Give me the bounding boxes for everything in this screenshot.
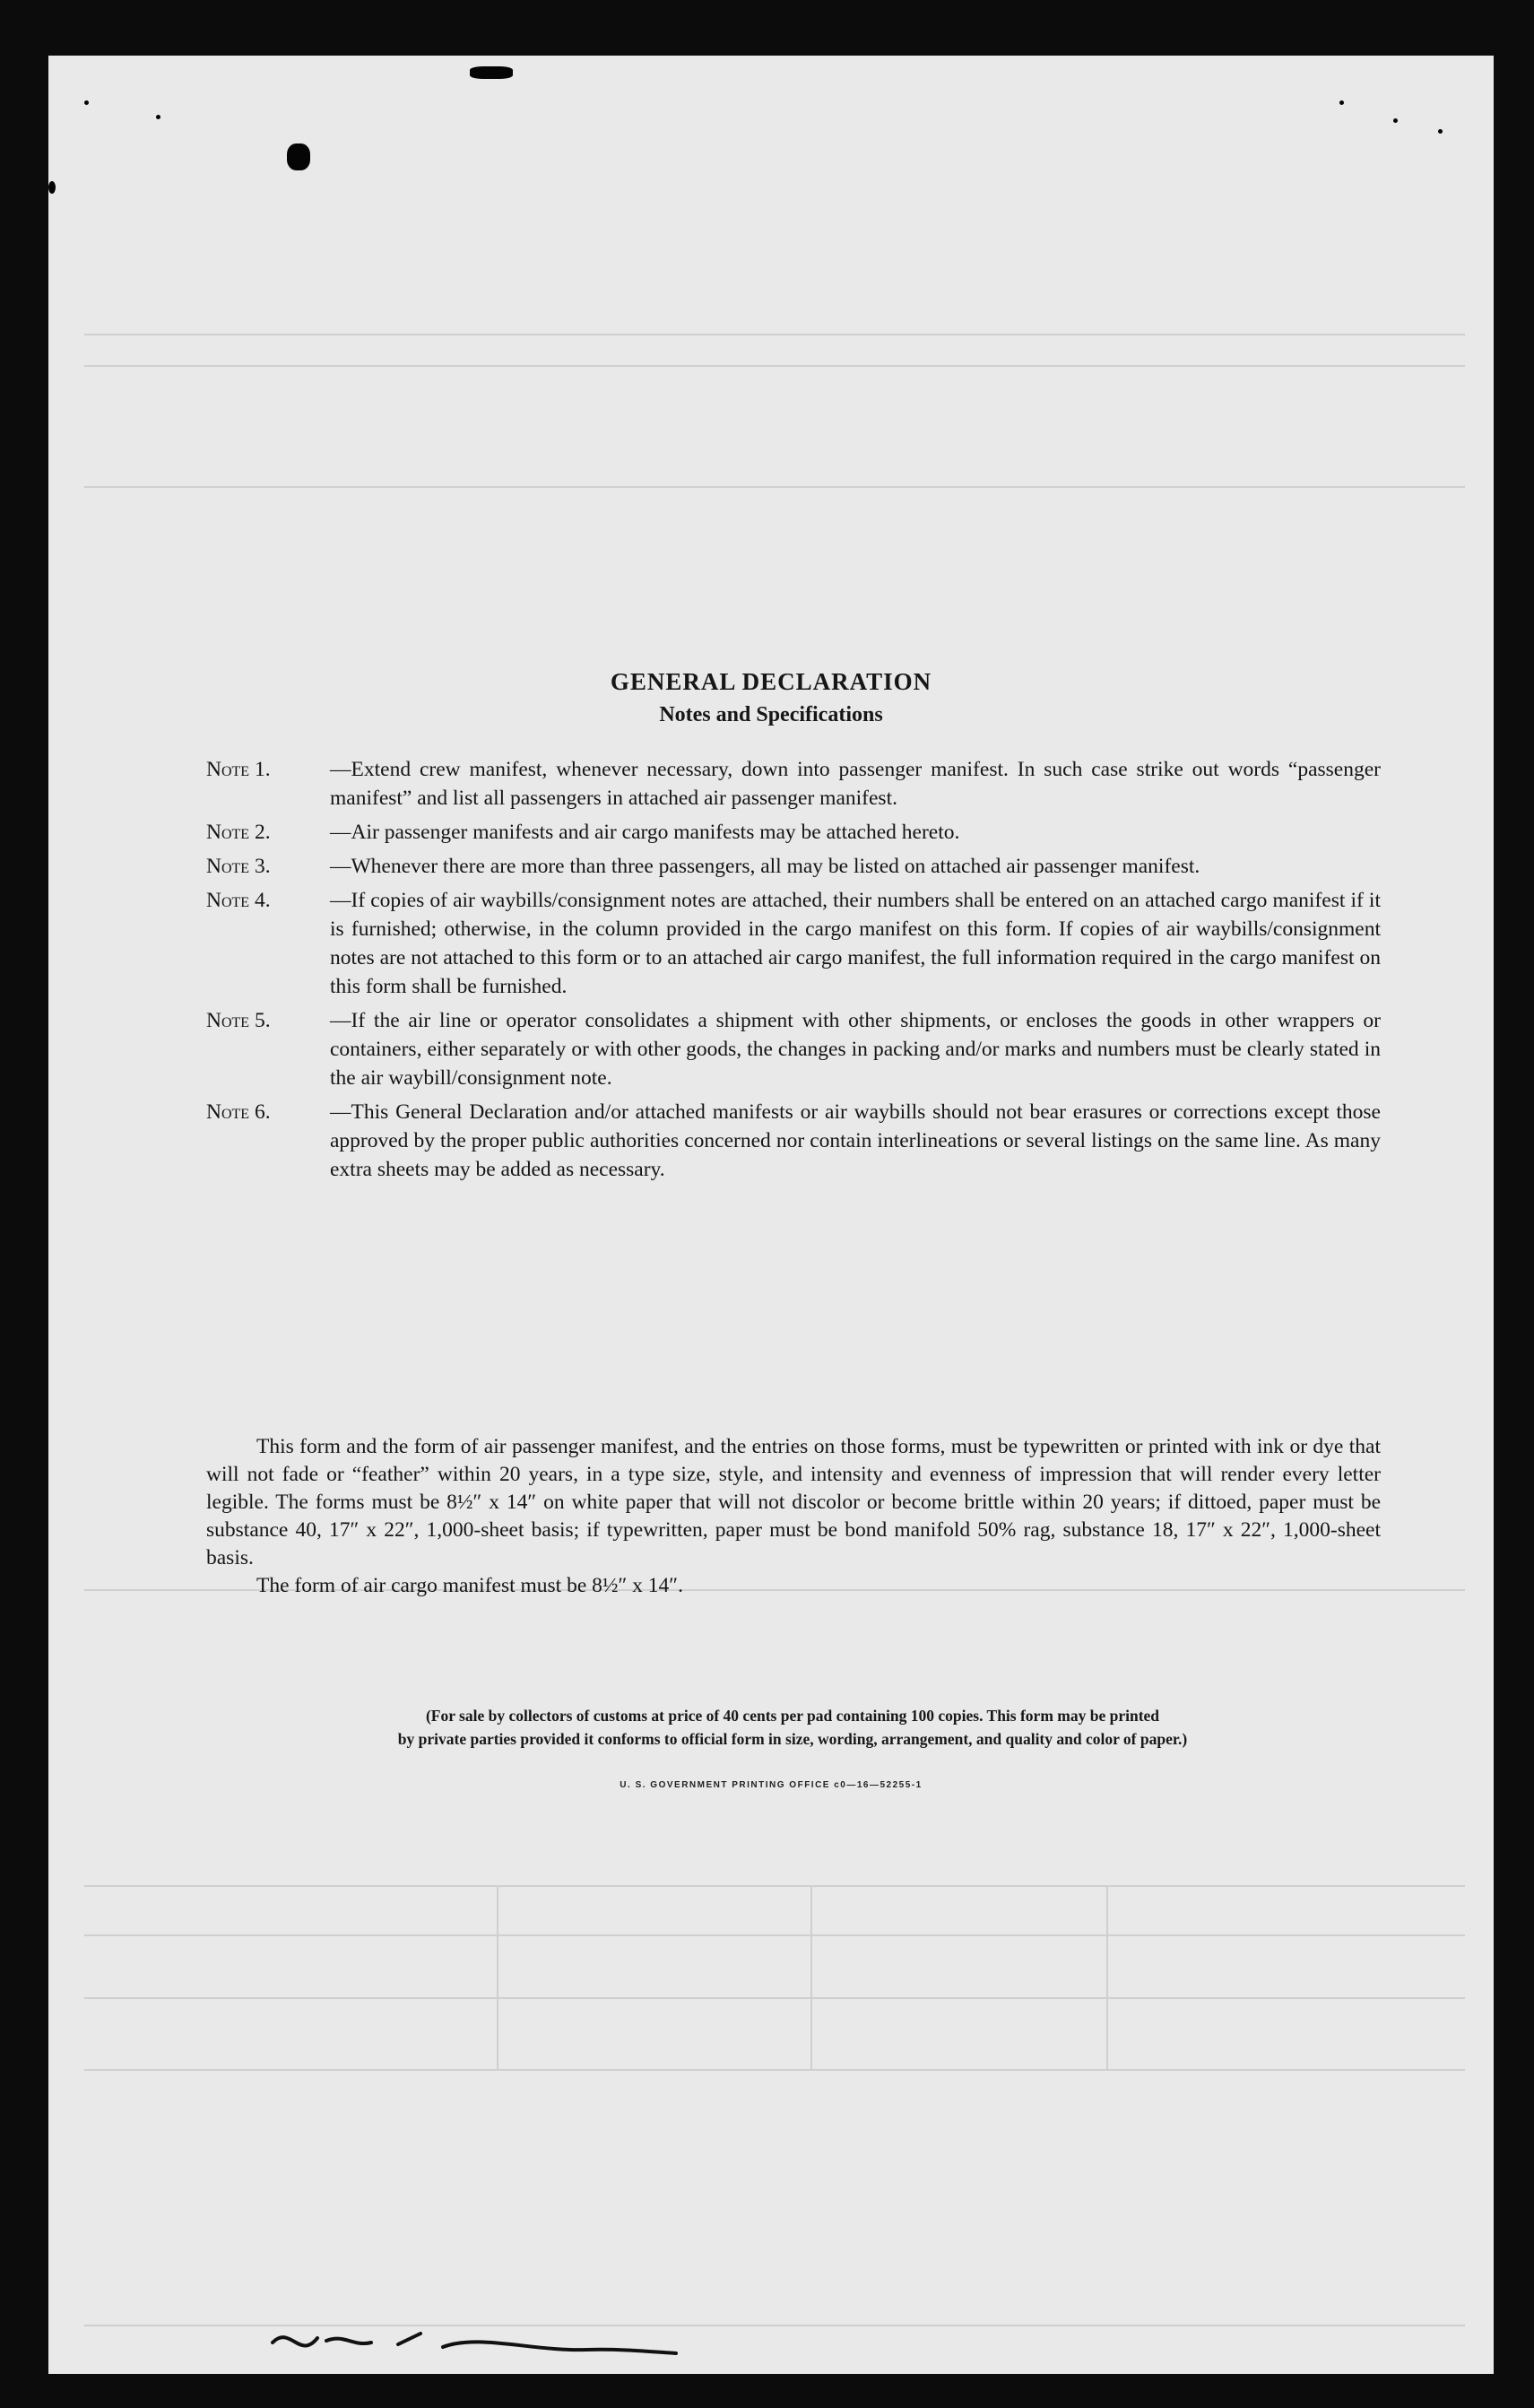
note-text: —If copies of air waybills/consignment notes are attached, their numbers shall be entered on an attached cargo manifest if it is furnished; otherwise, in the column provided in the cargo manifest on this form. If copies of air waybills/consignment notes are not attached to this form or to an attached air cargo manifest, the full information required in the cargo manifest on this form shall be furnished.	[330, 889, 1381, 998]
page-subtitle: Notes and Specifications	[659, 703, 883, 726]
note-item	[206, 852, 1381, 881]
note-text: —This General Declaration and/or attached manifests or air waybills should not bear erasures or corrections except those approved by the proper public authorities concerned nor contain interlineations or several listings on the same line. As many extra sheets may be added as necessary.	[330, 1100, 1381, 1181]
note-text: —If the air line or operator consolidates a shipment with other shipments, or encloses the goods in other wrappers or containers, either separately or with other goods, the changes in packing and/or marks and numbers must be clearly stated in the air waybill/consignment note.	[330, 1009, 1381, 1090]
note-label: Note 4.	[206, 889, 271, 912]
note-item	[206, 1098, 1381, 1184]
sale-notice	[165, 1704, 1420, 1751]
note-text: —Extend crew manifest, whenever necessary, down into passenger manifest. In such case strike out words “passenger manifest” and list all passengers in attached air passenger manifest.	[330, 758, 1381, 810]
page-title: GENERAL DECLARATION	[610, 668, 932, 695]
ghost-rule	[84, 1997, 1465, 1999]
ghost-rule	[84, 334, 1465, 335]
speck-mark	[48, 181, 56, 194]
note-item	[206, 755, 1381, 813]
ghost-rule	[1106, 1885, 1108, 2069]
note-label: Note 1.	[206, 758, 271, 781]
speck-mark	[1438, 129, 1443, 134]
note-text: —Air passenger manifests and air cargo manifests may be attached hereto.	[330, 821, 960, 844]
speck-mark	[84, 100, 89, 105]
ghost-rule	[497, 1885, 498, 2069]
note-item	[206, 1006, 1381, 1092]
speck-mark	[287, 143, 310, 170]
note-item	[206, 818, 1381, 847]
ghost-rule	[810, 1885, 812, 2069]
speck-mark	[1339, 100, 1344, 105]
speck-mark	[1393, 118, 1398, 123]
speck-mark	[156, 115, 160, 119]
ghost-rule	[84, 1885, 1465, 1887]
ghost-rule	[84, 1934, 1465, 1936]
sale-notice-line: by private parties provided it conforms to official form in size, wording, arrangement, and quality and color of paper.)	[397, 1730, 1188, 1748]
note-label: Note 5.	[206, 1009, 271, 1032]
note-label: Note 6.	[206, 1100, 271, 1124]
ghost-rule	[84, 486, 1465, 488]
sale-notice-line: (For sale by collectors of customs at price of 40 cents per pad containing 100 copies. This form may be printed	[425, 1707, 1160, 1725]
note-text: —Whenever there are more than three passengers, all may be listed on attached air passenger manifest.	[330, 855, 1200, 878]
document-page	[48, 56, 1494, 2374]
speck-mark	[470, 66, 513, 79]
signature-scrawl	[264, 2307, 694, 2369]
notes-list	[206, 755, 1381, 1189]
printer-imprint: U. S. GOVERNMENT PRINTING OFFICE c0—16—52255-1	[620, 1780, 923, 1790]
note-item	[206, 886, 1381, 1001]
ghost-rule	[84, 2069, 1465, 2071]
cargo-manifest-size: The form of air cargo manifest must be 8½″ x 14″.	[256, 1574, 683, 1597]
form-requirements	[206, 1433, 1381, 1600]
note-label: Note 3.	[206, 855, 271, 878]
ghost-rule	[84, 365, 1465, 367]
requirements-paragraph: This form and the form of air passenger manifest, and the entries on those forms, must be typewritten or printed with ink or dye that will not fade or “feather” within 20 years, in a type size, style, and intensity and evenness of impression that will render every letter legible. The forms must be 8½″ x 14″ on white paper that will not discolor or become brittle within 20 years; if dittoed, paper must be substance 40, 17″ x 22″, 1,000-sheet basis; if typewritten, paper must be bond manifold 50% rag, substance 18, 17″ x 22″, 1,000-sheet basis.	[206, 1435, 1381, 1569]
note-label: Note 2.	[206, 821, 271, 844]
